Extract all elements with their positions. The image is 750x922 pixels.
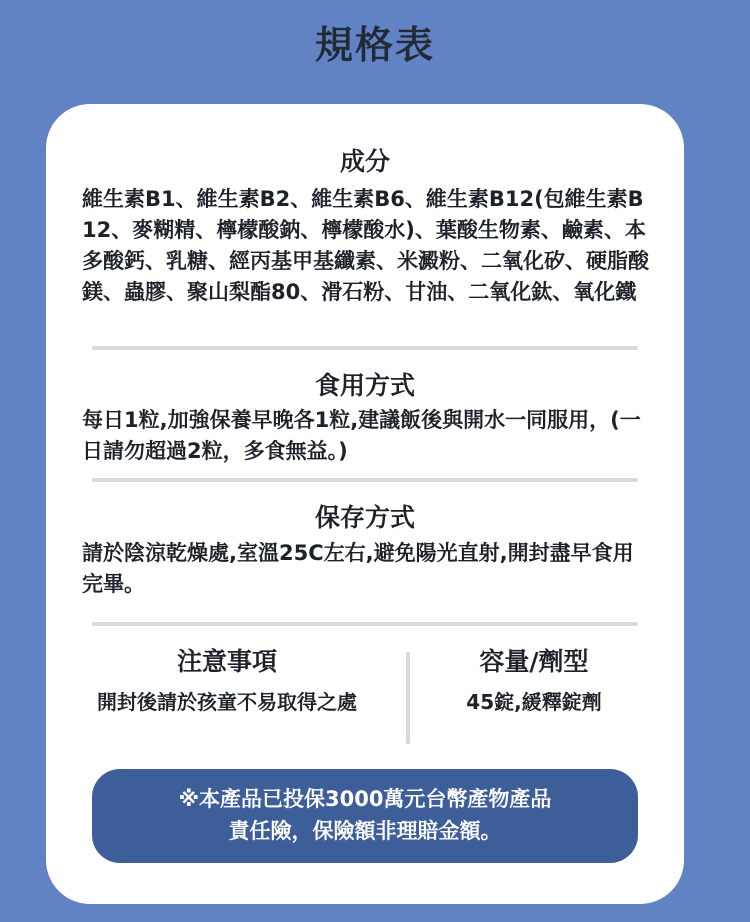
column-divider: [406, 652, 410, 744]
page-title: 規格表: [314, 23, 435, 67]
divider-2: [92, 478, 638, 482]
ingredients-title: 成分: [339, 147, 390, 176]
caution-title: 注意事項: [176, 647, 277, 676]
notice-line-2: 責任險，保險額非理賠金額。: [228, 819, 502, 843]
caution-text: 開封後請於孩童不易取得之處: [97, 690, 357, 714]
usage-text: 每日1粒,加強保養早晚各1粒,建議飯後與開水一同服用，(一日請勿超過2粒，多食無益。): [82, 408, 641, 463]
divider-3: [92, 622, 638, 626]
insurance-notice: [92, 769, 638, 863]
ingredients-text: 維生素B1、維生素B2、維生素B6、維生素B12(包維生素B12、麥糊精、檸檬酸鈉、檸檬酸水)、葉酸生物素、鹼素、本多酸鈣、乳糖、經丙基甲基纖素、米澱粉、二氧化矽、硬脂酸鎂、蟲膠、聚山梨酯80、滑石粉、甘油、二氧化鈦、氧化鐵: [82, 187, 649, 304]
capacity-text: 45錠,緩釋錠劑: [466, 690, 602, 714]
spec-card: [46, 104, 684, 904]
usage-title: 食用方式: [314, 371, 415, 400]
divider-1: [92, 346, 638, 350]
notice-line-1: ※本產品已投保3000萬元台幣產物產品: [178, 787, 552, 811]
storage-text: 請於陰涼乾燥處,室溫25C左右,避免陽光直射,開封盡早食用完畢。: [82, 541, 634, 596]
capacity-title: 容量/劑型: [479, 647, 589, 676]
storage-title: 保存方式: [314, 503, 415, 532]
